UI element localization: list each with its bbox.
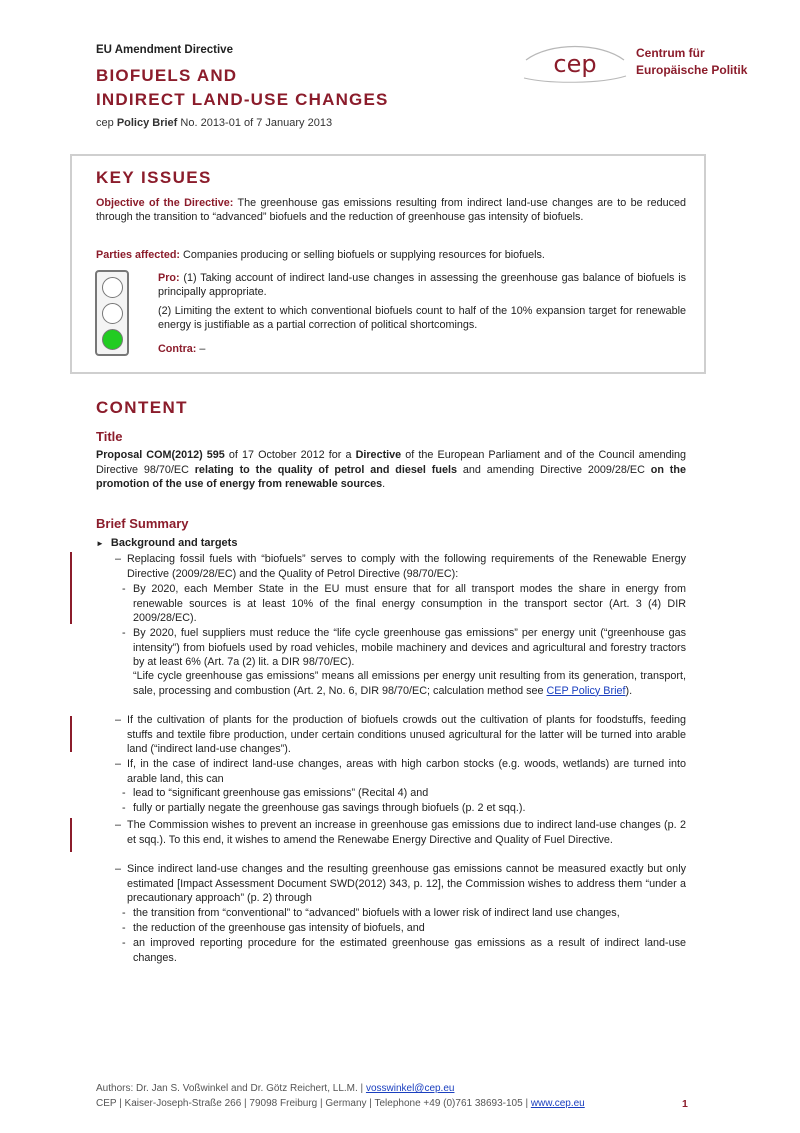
summary-item-3-sub-1: lead to “significant greenhouse gas emissions” (Recital 4) and — [133, 787, 429, 799]
summary-item-1: Replacing fossil fuels with “biofuels” serves to comply with the following requirements of the Renewable Energy Directive (2009/28/EC) and the Quality of Petrol Directive (98/70/EC): — [127, 553, 686, 580]
org-name-line2: Europäische Politik — [636, 63, 748, 77]
margin-change-bar — [70, 818, 72, 852]
definition-end: ). — [625, 684, 633, 697]
triangle-bullet-icon: ► — [96, 539, 104, 548]
contra-label: Contra: — [158, 343, 197, 355]
summary-item-5: Since indirect land-use changes and the resulting greenhouse gas emissions cannot be measured exactly but only estimated [Impact Assessment Document SWD(2012) 343, p. 12], the Commission wishes to address them “under a precautionary approach” (p. 2) through — [127, 863, 686, 904]
parties-text: Companies producing or selling biofuels or supplying resources for biofuels. — [183, 249, 545, 261]
proposal-text-5: and amending Directive 2009/28/EC — [456, 463, 651, 476]
traffic-light-green-lamp — [102, 329, 123, 350]
objective-label: Objective of the Directive: — [96, 197, 234, 209]
footer-address — [96, 1098, 585, 1109]
sub-bullet: - — [122, 802, 126, 814]
content-heading: CONTENT — [96, 398, 188, 417]
author-email-link[interactable]: vosswinkel@cep.eu — [365, 1083, 455, 1094]
sub-bullet: - — [122, 907, 126, 919]
summary-item-5-sub-1: the transition from “conventional” to “advanced” biofuels with a lower risk of indirect land use changes, — [133, 907, 620, 919]
dash-bullet: – — [115, 863, 122, 875]
page-number: 1 — [682, 1098, 688, 1110]
proposal-text-1: of 17 October 2012 for a — [224, 449, 356, 461]
margin-change-bar — [70, 716, 72, 752]
website-link[interactable]: www.cep.eu — [530, 1098, 585, 1109]
summary-item-1-sub-1: By 2020, each Member State in the EU must ensure that for all transport modes the share in energy from renewable sources is at least 10% of the final energy consumption in the transport sector (Art. 3 (4) DIR 2009/28/EC). — [133, 583, 686, 624]
address-text: CEP | Kaiser-Joseph-Straße 266 | 79098 Freiburg | Germany | Telephone +49 (0)761 38693-105 | — [96, 1098, 529, 1109]
contra-text: – — [199, 343, 206, 355]
cep-policy-brief-link[interactable]: CEP Policy Brief — [546, 684, 626, 697]
definition-text: “Life cycle greenhouse gas emissions” means all emissions per energy unit resulting from its generation, transport, sale, processing and combustion (Art. 2, No. 6, DIR 98/70/EC; calculation method see — [133, 670, 686, 697]
brief-prefix: cep — [96, 117, 114, 129]
sub-bullet: - — [122, 922, 126, 934]
proposal-text-7: . — [382, 478, 386, 490]
title-subheading: Title — [96, 429, 123, 444]
sub-bullet: - — [122, 583, 126, 595]
brief-rest: No. 2013-01 of 7 January 2013 — [180, 117, 333, 129]
pro-label: Pro: — [158, 272, 180, 284]
proposal-text-4: relating to the quality of petrol and diesel fuels — [194, 463, 457, 476]
cep-logo — [520, 40, 630, 84]
dash-bullet: – — [115, 758, 122, 770]
org-name — [636, 45, 747, 79]
objective-paragraph — [96, 196, 686, 224]
traffic-light-icon — [95, 270, 129, 356]
traffic-light-yellow-lamp — [102, 303, 123, 324]
background-heading — [96, 536, 237, 552]
proposal-title-paragraph — [96, 448, 686, 492]
summary-item-1-sub-2: By 2020, fuel suppliers must reduce the “life cycle greenhouse gas emissions” per energy unit (“greenhouse gas intensity”) from biofuels used by road vehicles, mobile machinery and devices and agricultural and forestry tractors by at least 6% (Art. 7a (2) lit. a DIR 98/70/EC). — [133, 627, 686, 668]
sub-bullet: - — [122, 627, 126, 639]
policy-brief-number — [96, 117, 332, 129]
contra-paragraph — [158, 342, 686, 356]
dash-bullet: – — [115, 819, 122, 831]
objective-text: The greenhouse gas emissions resulting from indirect land-use changes are to be reduced through the transition to “advanced” biofuels and the reduction of greenhouse gas intensity of biofuels. — [96, 197, 687, 223]
authors-text: Authors: Dr. Jan S. Voßwinkel and Dr. Götz Reichert, LL.M. | — [96, 1083, 364, 1094]
proposal-text-6: on the promotion of the use of energy from renewable sources — [96, 463, 686, 490]
background-heading-text: Background and targets — [110, 537, 238, 549]
summary-item-3: If, in the case of indirect land-use changes, areas with high carbon stocks (e.g. woods, wetlands) are turned into arable land, this can — [127, 758, 686, 785]
pro-text-1: (1) Taking account of indirect land-use changes in assessing the greenhouse gas balance of biofuels is principally appropriate. — [158, 272, 686, 298]
proposal-text-2: Directive — [355, 449, 402, 461]
proposal-id: Proposal COM(2012) 595 — [96, 449, 225, 461]
pro-paragraph-1 — [158, 271, 686, 299]
summary-item-4: The Commission wishes to prevent an increase in greenhouse gas emissions due to indirect land-use changes (p. 2 et sqq.). To this end, it wishes to amend the Renewabe Energy Directive and Quality of Fuel Directive. — [127, 819, 686, 846]
logo-text: cep — [553, 50, 597, 78]
sub-bullet: - — [122, 937, 126, 949]
summary-item-5-sub-3: an improved reporting procedure for the estimated greenhouse gas emissions as a result of indirect land-use changes. — [133, 937, 686, 964]
summary-item-3-sub-2: fully or partially negate the greenhouse gas savings through biofuels (p. 2 et sqq.). — [133, 802, 526, 814]
page-title-line1: BIOFUELS AND — [96, 66, 238, 85]
parties-paragraph — [96, 248, 686, 262]
traffic-light-red-lamp — [102, 277, 123, 298]
proposal-text-3: of the European Parliament and of the Council amending Directive 98/70/EC — [96, 449, 686, 476]
org-name-line1: Centrum für — [636, 46, 705, 60]
parties-label: Parties affected: — [96, 249, 181, 261]
brief-summary-subheading: Brief Summary — [96, 516, 189, 531]
dash-bullet: – — [115, 553, 122, 565]
footer-authors — [96, 1083, 454, 1094]
pro-paragraph-2: (2) Limiting the extent to which conventional biofuels count to half of the 10% expansion target for renewable energy is justifiable as a partial correction of political shortcomings. — [158, 305, 686, 331]
directive-type: EU Amendment Directive — [96, 44, 233, 56]
margin-change-bar — [70, 552, 72, 624]
sub-bullet: - — [122, 787, 126, 799]
key-issues-heading: KEY ISSUES — [96, 168, 212, 187]
page-title-line2: INDIRECT LAND-USE CHANGES — [96, 90, 389, 109]
brief-bold: Policy Brief — [116, 117, 178, 129]
summary-item-1-definition — [133, 669, 686, 698]
summary-item-2: If the cultivation of plants for the production of biofuels crowds out the cultivation of plants for foodstuffs, feeding stuffs and textile fibre production, under certain conditions unused agricultural for the latter will be turned into arable land (“indirect land-use changes”). — [127, 714, 686, 755]
summary-item-5-sub-2: the reduction of the greenhouse gas intensity of biofuels, and — [133, 922, 425, 934]
dash-bullet: – — [115, 714, 122, 726]
